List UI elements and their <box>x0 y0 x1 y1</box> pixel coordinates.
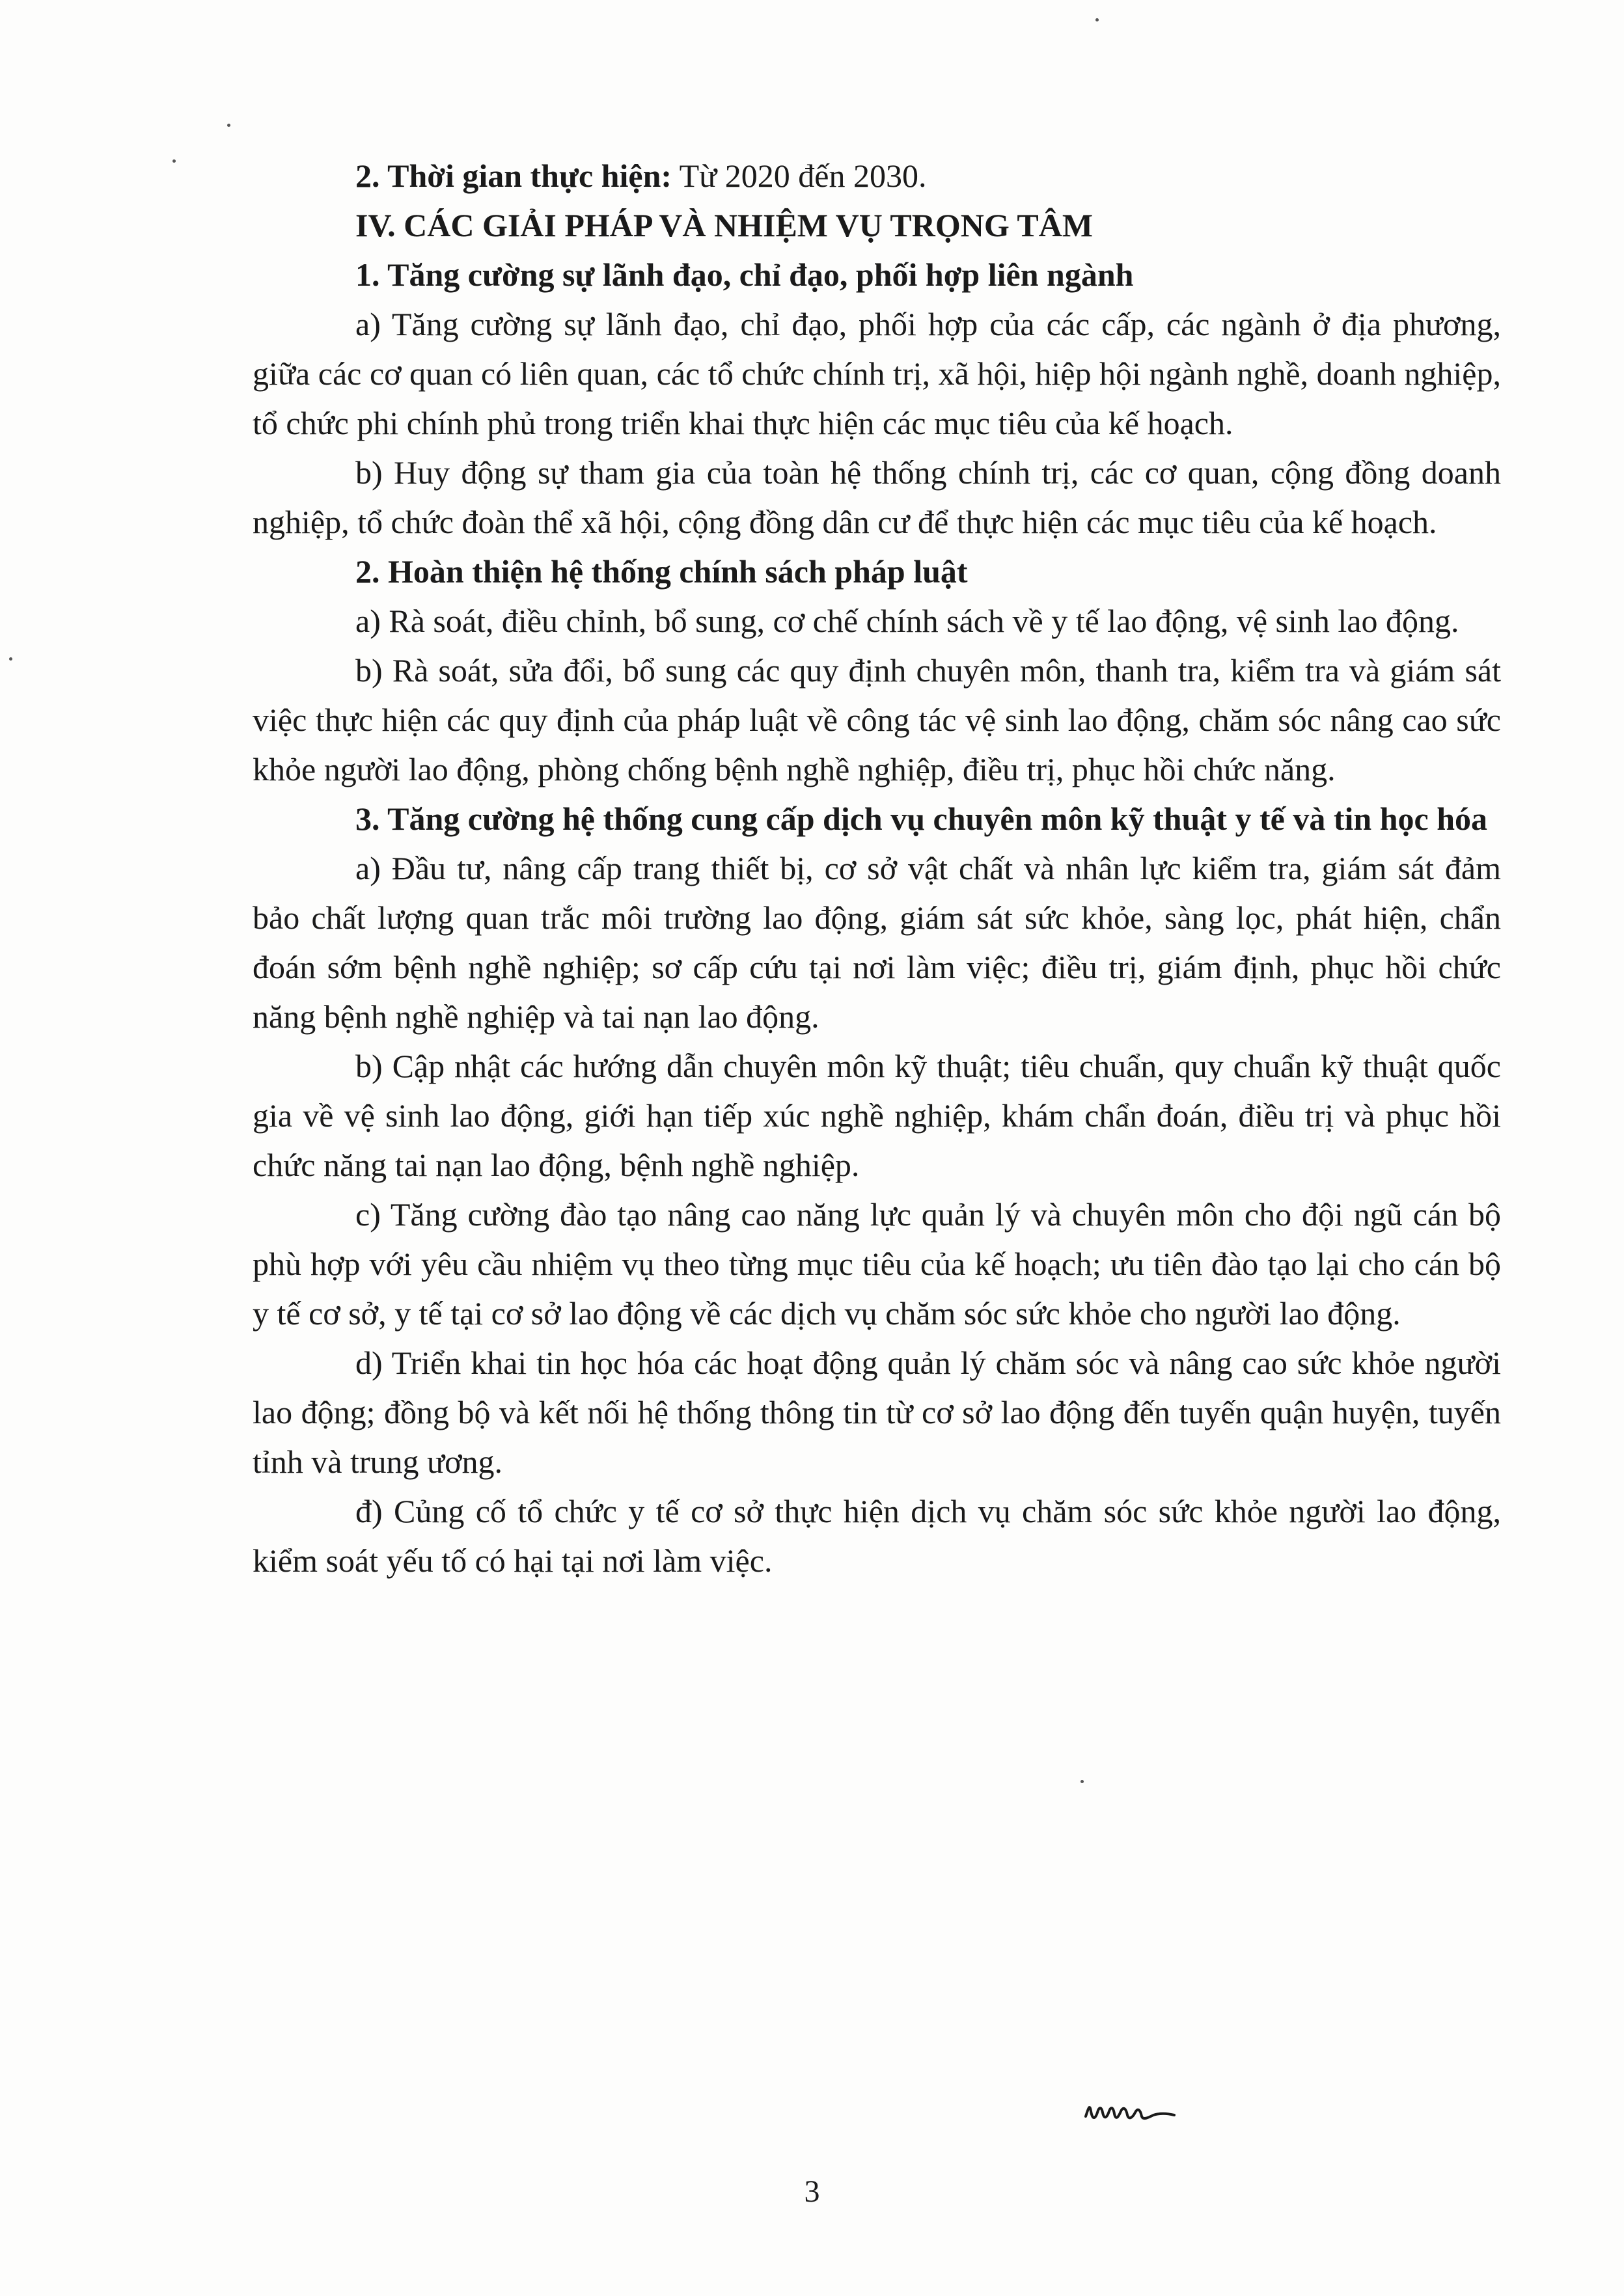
time-line <box>253 151 1501 200</box>
page-number: 3 <box>804 2174 820 2209</box>
time-value: Từ 2020 đến 2030. <box>672 157 927 194</box>
subsection-2-title: 2. Hoàn thiện hệ thống chính sách pháp luật <box>355 553 968 590</box>
subsection-2-para-a: a) Rà soát, điều chỉnh, bổ sung, cơ chế chính sách về y tế lao động, vệ sinh lao động. <box>355 603 1459 639</box>
time-label: 2. Thời gian thực hiện: <box>355 157 672 194</box>
subsection-3-para-dd: đ) Củng cố tổ chức y tế cơ sở thực hiện dịch vụ chăm sóc sức khỏe người lao động, kiểm soát yếu tố có hại tại nơi làm việc. <box>253 1493 1501 1579</box>
subsection-3-title: 3. Tăng cường hệ thống cung cấp dịch vụ chuyên môn kỹ thuật y tế và tin học hóa <box>355 800 1488 837</box>
scan-speck <box>1080 1780 1084 1783</box>
subsection-2-para-b: b) Rà soát, sửa đổi, bổ sung các quy định chuyên môn, thanh tra, kiểm tra và giám sát việc thực hiện các quy định của pháp luật về công tác vệ sinh lao động, chăm sóc nâng cao sức khỏe người lao động, phòng chống bệnh nghề nghiệp, điều trị, phục hồi chức năng. <box>253 652 1501 787</box>
subsection-1-title: 1. Tăng cường sự lãnh đạo, chỉ đạo, phối hợp liên ngành <box>355 256 1134 293</box>
subsection-3-para-c: c) Tăng cường đào tạo nâng cao năng lực quản lý và chuyên môn cho đội ngũ cán bộ phù hợp với yêu cầu nhiệm vụ theo từng mục tiêu của kế hoạch; ưu tiên đào tạo lại cho cán bộ y tế cơ sở, y tế tại cơ sở lao động về các dịch vụ chăm sóc sức khỏe cho người lao động. <box>253 1196 1501 1332</box>
subsection-1-para-b: b) Huy động sự tham gia của toàn hệ thống chính trị, các cơ quan, cộng đồng doanh nghiệp, tổ chức đoàn thể xã hội, cộng đồng dân cư để thực hiện các mục tiêu của kế hoạch. <box>253 454 1501 540</box>
subsection-3-para-b: b) Cập nhật các hướng dẫn chuyên môn kỹ thuật; tiêu chuẩn, quy chuẩn kỹ thuật quốc gia về vệ sinh lao động, giới hạn tiếp xúc nghề nghiệp, khám chẩn đoán, điều trị và phục hồi chức năng tai nạn lao động, bệnh nghề nghiệp. <box>253 1048 1501 1183</box>
section-iv-title: IV. CÁC GIẢI PHÁP VÀ NHIỆM VỤ TRỌNG TÂM <box>355 207 1094 243</box>
subsection-3-para-d: d) Triển khai tin học hóa các hoạt động quản lý chăm sóc và nâng cao sức khỏe người lao động; đồng bộ và kết nối hệ thống thông tin từ cơ sở lao động đến tuyến quận huyện, tuyến tỉnh và trung ương. <box>253 1345 1501 1480</box>
scan-speck <box>172 159 176 163</box>
scan-speck <box>227 124 230 127</box>
subsection-1-para-a: a) Tăng cường sự lãnh đạo, chỉ đạo, phối hợp của các cấp, các ngành ở địa phương, giữa các cơ quan có liên quan, các tổ chức chính trị, xã hội, hiệp hội ngành nghề, doanh nghiệp, tổ chức phi chính phủ trong triển khai thực hiện các mục tiêu của kế hoạch. <box>253 306 1501 441</box>
initials-signature <box>1080 2089 1178 2135</box>
document-body <box>253 151 1501 1585</box>
scan-speck <box>1095 18 1099 21</box>
subsection-3-para-a: a) Đầu tư, nâng cấp trang thiết bị, cơ sở vật chất và nhân lực kiểm tra, giám sát đảm bảo chất lượng quan trắc môi trường lao động, giám sát sức khỏe, sàng lọc, phát hiện, chẩn đoán sớm bệnh nghề nghiệp; sơ cấp cứu tại nơi làm việc; điều trị, giám định, phục hồi chức năng bệnh nghề nghiệp và tai nạn lao động. <box>253 850 1501 1035</box>
scan-speck <box>9 657 12 661</box>
